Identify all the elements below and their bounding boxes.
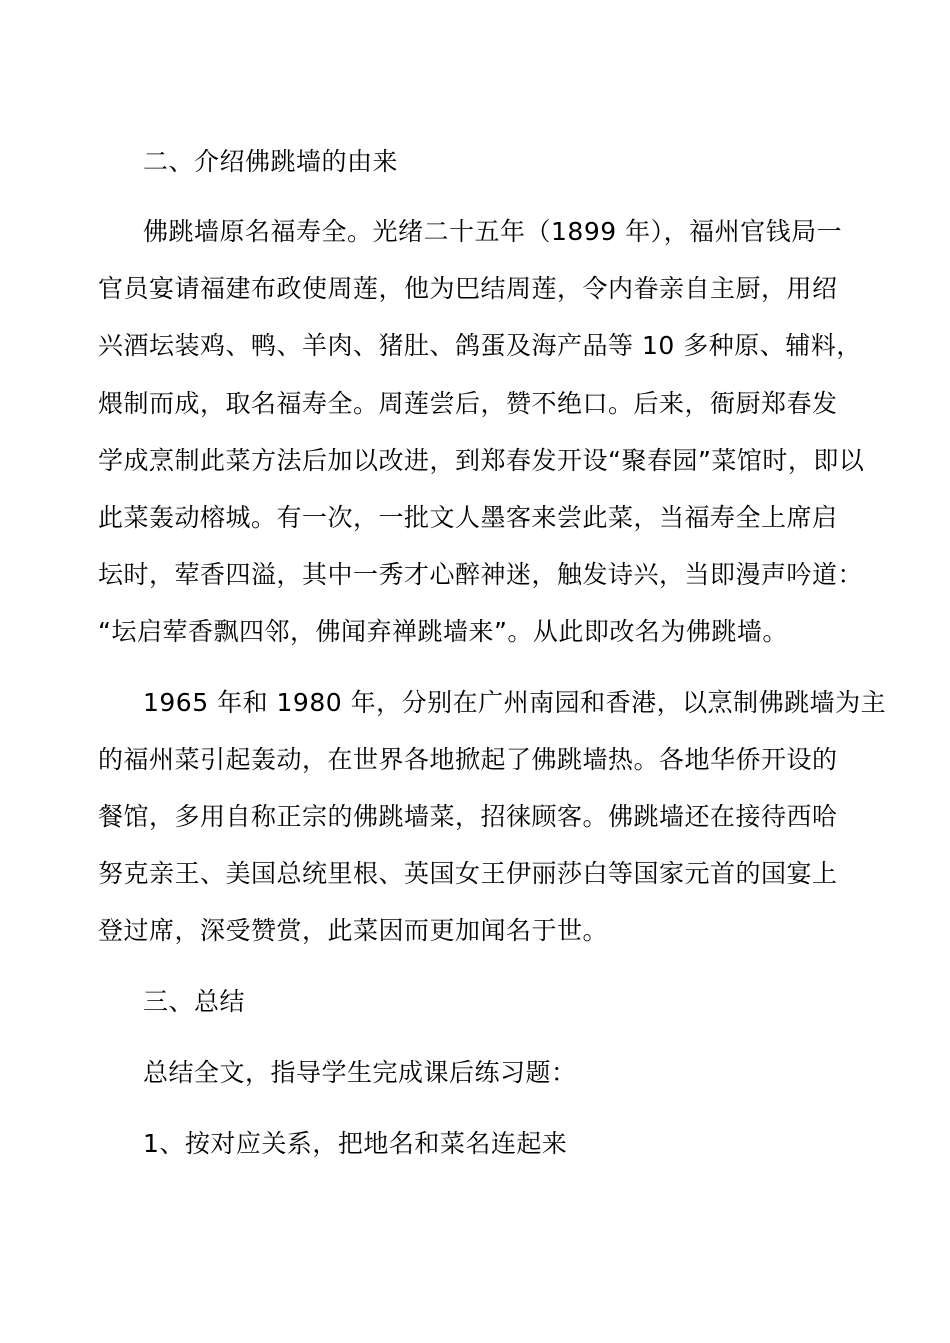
paragraph-line: 学成烹制此菜方法后加以改进，到郑春发开设“聚春园”菜馆时，即以 xyxy=(98,446,865,475)
paragraph-line: “坛启荤香飘四邻，佛闻弃禅跳墙来”。从此即改名为佛跳墙。 xyxy=(98,617,788,646)
paragraph-line: 此菜轰动榕城。有一次，一批文人墨客来尝此菜，当福寿全上席启 xyxy=(98,503,838,532)
summary-line: 总结全文，指导学生完成课后练习题： xyxy=(143,1058,577,1087)
paragraph-line: 努克亲王、美国总统里根、英国女王伊丽莎白等国家元首的国宴上 xyxy=(98,859,838,888)
paragraph-line: 兴酒坛装鸡、鸭、羊肉、猪肚、鸽蛋及海产品等 10 多种原、辅料， xyxy=(98,331,862,360)
paragraph-line: 登过席，深受赞赏，此菜因而更加闻名于世。 xyxy=(98,916,609,945)
paragraph-line: 佛跳墙原名福寿全。光绪二十五年（1899 年），福州官钱局一 xyxy=(143,217,843,246)
section-heading-summary: 三、总结 xyxy=(143,987,246,1016)
paragraph-line: 餐馆，多用自称正宗的佛跳墙菜，招徕顾客。佛跳墙还在接待西哈 xyxy=(98,802,838,831)
exercise-item-1: 1、按对应关系，把地名和菜名连起来 xyxy=(143,1129,568,1158)
paragraph-line: 1965 年和 1980 年，分别在广州南园和香港，以烹制佛跳墙为主 xyxy=(143,688,887,717)
paragraph-line: 的福州菜引起轰动，在世界各地掀起了佛跳墙热。各地华侨开设的 xyxy=(98,745,838,774)
paragraph-line: 坛时，荤香四溢，其中一秀才心醉神迷，触发诗兴，当即漫声吟道： xyxy=(98,560,864,589)
paragraph-line: 官员宴请福建布政使周莲，他为巴结周莲，令内眷亲自主厨，用绍 xyxy=(98,274,838,303)
section-heading-origin: 二、介绍佛跳墙的由来 xyxy=(143,147,399,176)
paragraph-line: 煨制而成，取名福寿全。周莲尝后，赞不绝口。后来，衙厨郑春发 xyxy=(98,389,838,418)
